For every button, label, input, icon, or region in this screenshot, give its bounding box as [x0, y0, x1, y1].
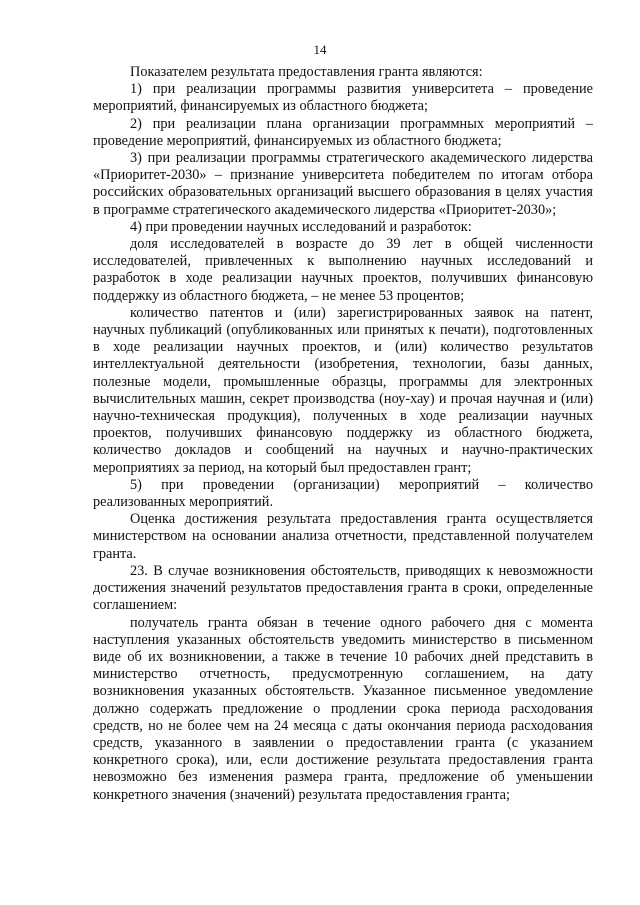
- document-body: [93, 64, 593, 804]
- paragraph-item-1-university-program: 1) при реализации программы развития университета – проведение мероприятий, финансируемых из областного бюджета;: [93, 81, 593, 115]
- paragraph-item-2-program-events: 2) при реализации плана организации программных мероприятий – проведение мероприятий, финансируемых из областного бюджета;: [93, 115, 593, 149]
- page-number: 14: [313, 42, 327, 57]
- paragraph-item-3-priority-2030: 3) при реализации программы стратегического академического лидерства «Приоритет-2030» – признание университета победителем по итогам отбора российских образовательных организаций высшего образования в целях участия в программе стратегического академического лидерства «Приоритет-2030»;: [93, 150, 593, 218]
- paragraph-researchers-share: доля исследователей в возрасте до 39 лет в общей численности исследователей, привлеченных к выполнению научных исследований и разработок в ходе реализации научных проектов, получивших финансовую поддержку из областного бюджета, – не менее 53 процентов;: [93, 236, 593, 304]
- paragraph-item-4-research: 4) при проведении научных исследований и разработок:: [130, 218, 472, 235]
- paragraph-result-assessment: Оценка достижения результата предоставления гранта осуществляется министерством на основании анализа отчетности, представленной получателем гранта.: [93, 511, 593, 562]
- paragraph-patents-publications: количество патентов и (или) зарегистрированных заявок на патент, научных публикаций (опубликованных или принятых к печати), подготовленных в ходе реализации научных проектов, и (или) количество результатов интеллектуальной деятельности (изобретения, технологии, базы данных, полезные модели, промышленные образцы, программы для электронных вычислительных машин, секрет производства (ноу-хау) и прочая научная и (или) научно-техническая продукция), полученных в ходе реализации научных проектов, получивших финансовую поддержку из областного бюджета, количество докладов и сообщений на научных и научно-практических мероприятиях за период, на который был предоставлен грант;: [93, 304, 593, 476]
- paragraph-result-indicators-intro: Показателем результата предоставления гранта являются:: [130, 64, 483, 80]
- paragraph-item-5-events: 5) при проведении (организации) мероприятий – количество реализованных мероприятий.: [93, 476, 593, 511]
- paragraph-recipient-obligation: получатель гранта обязан в течение одного рабочего дня с момента наступления указанных обстоятельств уведомить министерство в письменном виде об их возникновении, а также в течение 10 рабочих дней представить в министерство отчетность, предусмотренную соглашением, на дату возникновения указанных обстоятельств. Указанное письменное уведомление должно содержать предложение о продлении срока периода расходования средств, но не более чем на 24 месяца с даты окончания периода расходования средств, указанного в заявлении о предоставлении гранта (с указанием конкретного срока), или, если достижение результата предоставления гранта невозможно без изменения размера гранта, предложение об уменьшении конкретного значения (значений) результата предоставления гранта;: [93, 614, 593, 803]
- paragraph-clause-23: 23. В случае возникновения обстоятельств, приводящих к невозможности достижения значений результатов предоставления гранта в сроки, определенные соглашением:: [93, 562, 593, 614]
